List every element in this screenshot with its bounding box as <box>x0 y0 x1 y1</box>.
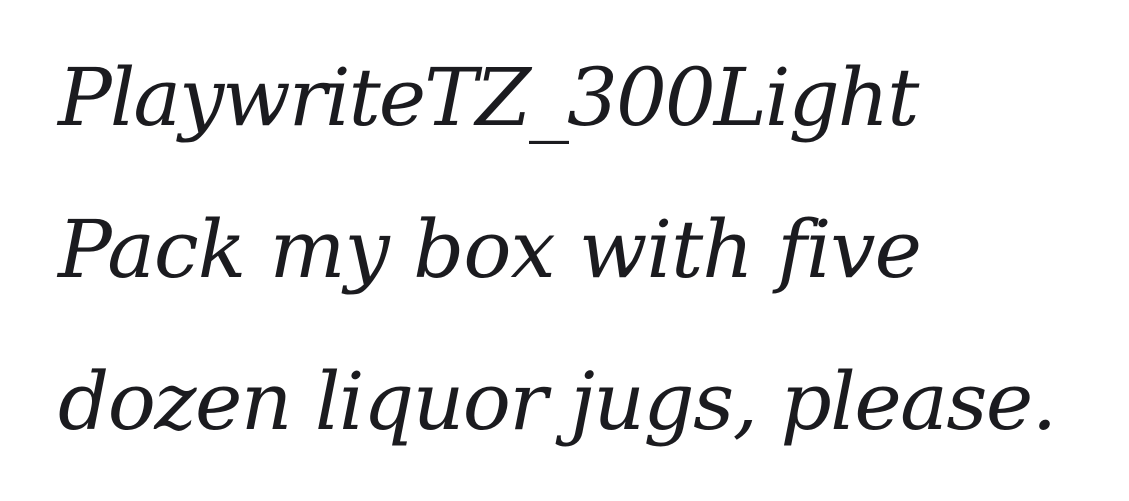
font-name-label: PlaywriteTZ_300Light <box>58 51 918 144</box>
sample-text-line-1: Pack my box with five <box>58 203 921 296</box>
font-specimen <box>58 22 1118 478</box>
sample-text-line-2: dozen liquor jugs, please. <box>58 355 1056 448</box>
